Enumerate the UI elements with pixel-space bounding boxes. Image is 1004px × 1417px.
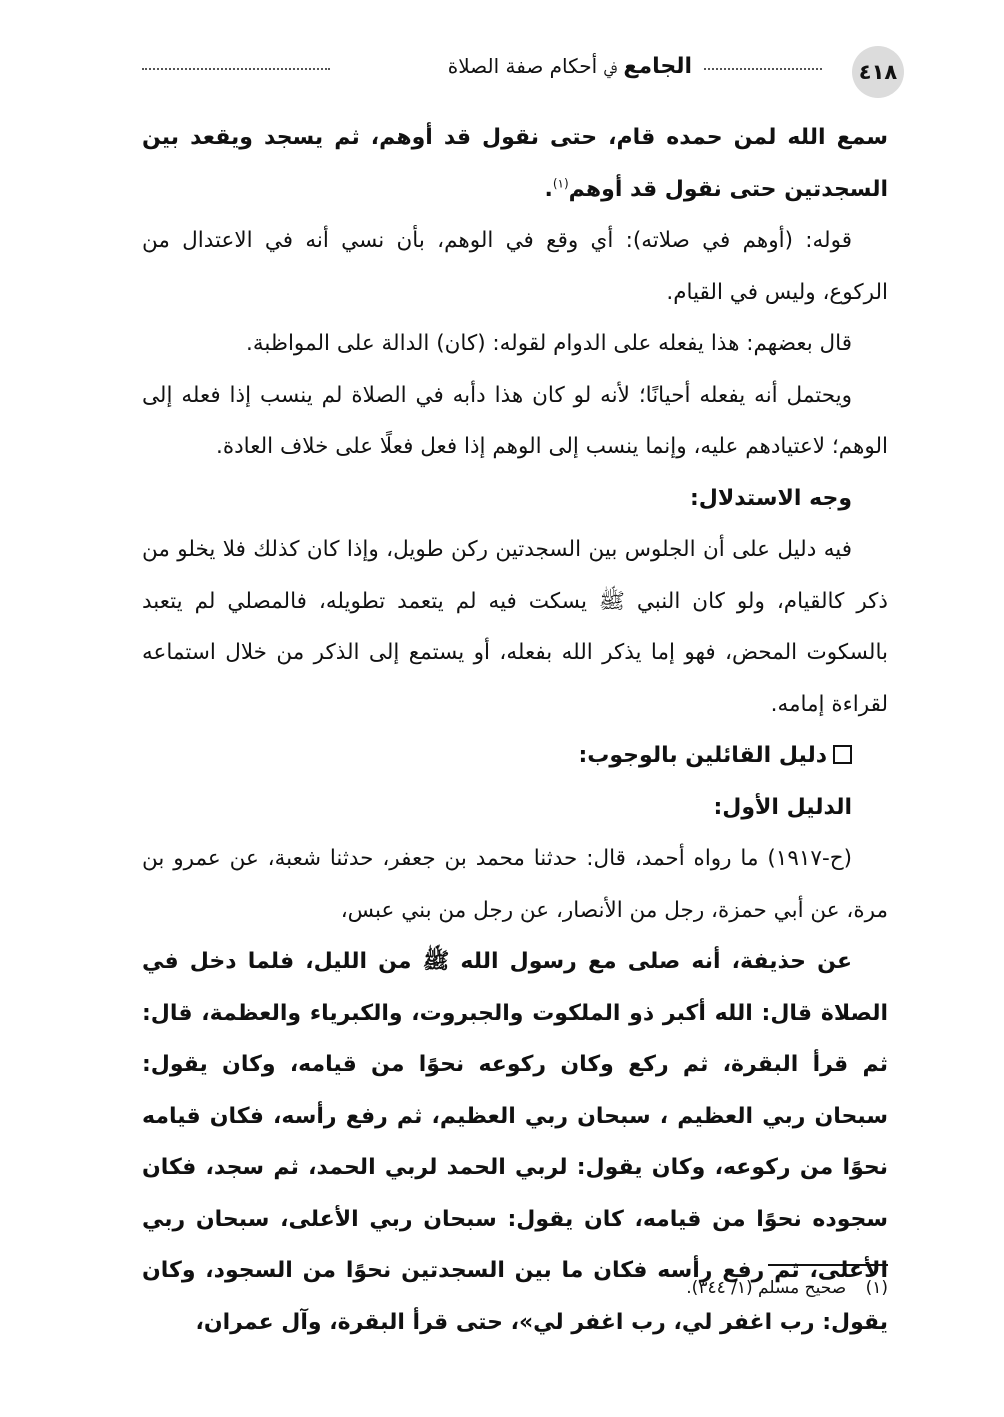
running-title-rest: أحكام صفة الصلاة (447, 54, 598, 78)
footnote (142, 1278, 888, 1298)
footnote-divider (768, 1264, 888, 1266)
running-title-main: الجامع (623, 54, 692, 79)
isnad-paragraph: (ح-١٩١٧) ما رواه أحمد، قال: حدثنا محمد بن جعفر، حدثنا شعبة، عن عمرو بن مرة، عن أبي حمزة، رجل من الأنصار، عن رجل من بني عبس، (142, 846, 888, 923)
footnote-text: صحيح مسلم (١/ ٣٤٤). (686, 1278, 847, 1298)
footnote-marker: (١) (552, 176, 569, 191)
page-header (142, 46, 898, 102)
hadith-continuation: سمع الله لمن حمده قام، حتى نقول قد أوهم، ثم يسجد ويقعد بين السجدتين حتى نقول قد أوهم$^{(١)}$. (142, 125, 888, 202)
evidence-paragraph: فيه دليل على أن الجلوس بين السجدتين ركن طويل، وإذا كان كذلك فلا يخلو من ذكر كالقيام، ولو كان النبي ﷺ يسكت فيه لم يتعمد تطويله، فالمصلي لم يتعبد بالسكوت المحض، فهو إما يذكر الله بفعله، أو يستمع إلى الذكر من خلال استماعه لقراءة إمامه. (142, 537, 888, 717)
section-heading-obligation: دليل القائلين بالوجوب: (142, 730, 888, 782)
checkbox-square-icon (833, 745, 852, 764)
section-heading-evidence: وجه الاستدلال: (689, 485, 852, 511)
section-heading-first-proof: الدليل الأول: (713, 794, 852, 820)
header-dots-left (142, 68, 330, 70)
running-title-fi: ﰲ (603, 61, 618, 77)
footnote-number: (١) (865, 1278, 888, 1298)
opinion-paragraph: قال بعضهم: هذا يفعله على الدوام لقوله: (كان) الدالة على المواظبة. (246, 331, 852, 356)
hadith-paragraph: عن حذيفة، أنه صلى مع رسول الله ﷺ من الليل، فلما دخل في الصلاة قال: الله أكبر ذو الملكوت والجبروت، والكبرياء والعظمة، قال: ثم قرأ البقرة، ثم ركع وكان ركوعه نحوًا من قيامه، وكان يقول: سبحان ربي العظيم ، سبحان ربي العظيم، ثم رفع رأسه، فكان قيامه نحوًا من ركوعه، وكان يقول: لربي الحمد لربي الحمد، ثم سجد، فكان سجوده نحوًا من قيامه، كان يقول: سبحان ربي الأعلى، سبحان ربي الأعلى، ثم رفع رأسه فكان ما بين السجدتين نحوًا من السجود، وكان يقول: رب اغفر لي، رب اغفر لي»، حتى قرأ البقرة، وآل عمران، (142, 949, 888, 1335)
possibility-paragraph: ويحتمل أنه يفعله أحيانًا؛ لأنه لو كان هذا دأبه في الصلاة لم ينسب إذا فعله إلى الوهم؛ لاعتيادهم عليه، وإنما ينسب إلى الوهم إذا فعل فعلًا على خلاف العادة. (142, 382, 888, 459)
page-number: ٤١٨ (852, 46, 904, 98)
body-text (142, 112, 888, 1348)
explanation-paragraph: قوله: (أوهم في صلاته): أي وقع في الوهم، بأن نسي أنه في الاعتدال من الركوع، وليس في القيام. (142, 228, 888, 305)
running-title (448, 54, 692, 79)
header-dots-right (704, 68, 822, 70)
